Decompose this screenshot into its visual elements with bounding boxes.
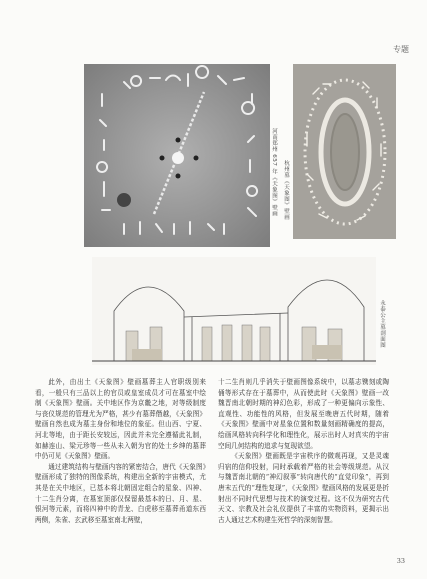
section-tag: 专题 <box>393 45 409 54</box>
tomb-section-figure <box>92 257 376 365</box>
oval-star-map-figure <box>293 64 396 239</box>
figure-2-caption: 杭州墓《天象图》壁画 <box>283 160 289 220</box>
paragraph: 此外，由出土《天象图》壁画墓葬主人官职级别来看，一般只有三品以上的官员或皇室成员才可在墓室中绘制《天象图》壁画。关中地区作为京畿之地，对等级制度与丧仪规范的管理尤为严格，甚少有墓葬僭越，《天象图》壁画自然也成为墓主身份和地位的象征。但山西、宁夏、河北等地，由于距长安较远，因此并未完全遵循此礼制，如赫连山、梁元珍等一些从未入朝为官的处士乡绅的墓葬中仍可见《天象图》壁画。 <box>35 378 206 461</box>
paragraph: 通过建筑结构与壁画内容的紧密结合，唐代《天象图》壁画形成了独特的图像系统，构建出全新的宇宙模式，尤其是在关中地区，已基本将北朝固定组合的星象、四神、十二生肖分离，在墓室顶部仅保留最基本的日、月、星、银河等元素，而将四神中的青龙、白虎移至墓葬甬道东西两侧，朱雀、玄武移至墓室南北两壁， <box>35 462 206 524</box>
paragraph: 《天象图》壁画既是宇宙秩序的微观再现，又是灵魂归宿的信仰投射，同时承载着严格的社会等级规范。从汉与魏晋南北朝的“神幻叙事”转向唐代的“直觉印象”，再到唐末五代的“理性复现”，《天象图》壁画风格的发展更是折射出不同时代思想与技术的演变过程。这不仅为研究古代天文、宗教及社会礼仪提供了丰富的实物资料，更揭示出古人通过艺术构建生死哲学的深刻智慧。 <box>218 452 389 524</box>
figure-3-caption: 永泰公主墓剖面图 <box>379 300 385 348</box>
paragraph: 十二生肖则几乎消失于壁画图像系统中，以墓志镌刻或陶俑等形式存在于墓葬中，从而使此时《天象图》壁画一改魏晋南北朝时期的神幻色彩，形成了一种更偏向示象性、直观性、功能性的风格，但发展至晚唐五代时期，随着《天象图》壁画中对星象位置和数量刻画精确度的提高，绘画风格转向科学化和理性化，展示出时人对真实的宇宙空间几何结构的追求与复现欲望。 <box>218 378 389 450</box>
page-number: 33 <box>396 557 405 565</box>
body-column-right <box>218 377 389 525</box>
star-map-mural-figure <box>84 64 270 247</box>
figure-1-caption: 河南郑州 657 年《天象图》壁画 <box>271 128 277 217</box>
body-column-left <box>35 377 206 525</box>
